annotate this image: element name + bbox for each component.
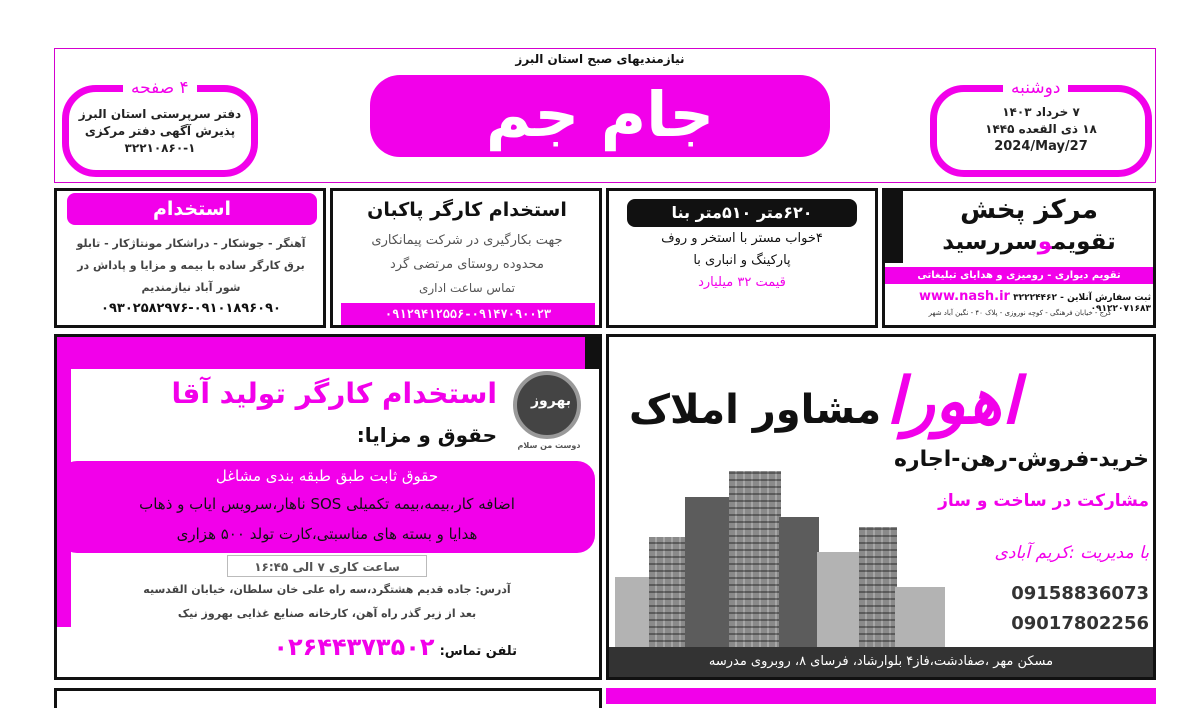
ad-nash-band: تقویم دیواری - رومیزی و هدایای تبلیغاتی	[885, 267, 1153, 284]
ad-nash-address: کرج - خیابان فرهنگی - کوچه نوروزی - پلاک ۴۰ - نگین آباد شهر	[928, 309, 1112, 317]
newspaper-logo: جام جم	[485, 78, 715, 151]
ad-factory-phone: ۰۲۶۴۴۳۷۳۵۰۲	[273, 633, 435, 661]
ad-nash-sarresid: سررسید	[942, 229, 1038, 255]
masthead-caption: نیازمندیهای صبح استان البرز	[515, 52, 685, 66]
ad-factory-subtitle: حقوق و مزایا:	[356, 423, 497, 447]
behrouz-logo-text: بهروز	[531, 393, 571, 409]
ad-realestate-partner: مشارکت در ساخت و ساز	[938, 491, 1149, 511]
ad-factory-phone-label: تلفن تماس:	[439, 644, 517, 659]
ad-nash-corner	[885, 191, 903, 263]
ad-factory-address-1: آدرس: جاده قدیم هشتگرد،سه راه علی خان سلطان، خیابان القدسیه	[143, 583, 511, 596]
ad-nash-taqvim: تقویم	[1052, 229, 1116, 255]
ad-apartment-line-1: ۴خواب مستر با استخر و روف	[661, 231, 823, 246]
ad-realestate	[606, 334, 1156, 680]
office-info-pill	[62, 78, 258, 177]
ad-paakban-phone: ۰۹۱۲۹۴۱۲۵۵۶-۰۹۱۴۷۰۹۰۰۲۳	[341, 303, 595, 325]
ad-nash-online: ثبت سفارش آنلاین	[1067, 293, 1151, 303]
ad-realestate-phone-1: 09158836073	[1011, 583, 1149, 604]
date-gregorian: 2024/May/27	[994, 139, 1088, 154]
ad-factory-hours: ساعت کاری ۷ الی ۱۶:۴۵	[227, 555, 427, 577]
ad-factory	[54, 334, 602, 680]
ad-estekhdam-title: استخدام	[67, 193, 317, 225]
ad-apartment-line-2: پارکینگ و انباری با	[693, 253, 791, 268]
ad-factory-benefit-2: اضافه کار،بیمه،بیمه تکمیلی SOS ناهار،سرویس ایاب و ذهاب	[139, 495, 515, 513]
ad-nash-va: و	[1037, 229, 1053, 255]
ad-paakban-line-3: تماس ساعت اداری	[418, 281, 516, 295]
ad-realestate-footer: مسکن مهر ،صفادشت،فاز۴ بلوارشاد، فرسای ۸، روبروی مدرسه	[609, 647, 1153, 677]
ad-factory-benefit-1: حقوق ثابت طبق طبقه بندی مشاغل	[215, 467, 439, 485]
ad-factory-corner	[585, 337, 599, 369]
ad-nash-web: www.nash.ir	[918, 289, 1010, 304]
ad-realestate-manager: با مدیریت :کریم آبادی	[994, 543, 1149, 563]
date-lunar: ۱۸ ذی القعده ۱۴۴۵	[985, 122, 1097, 136]
ad-realestate-title	[629, 365, 1149, 455]
weekday: دوشنبه	[1003, 78, 1068, 98]
ad-apartment-title: ۶۲۰متر ۵۱۰متر بنا	[627, 199, 857, 227]
ad-estekhdam-phone: ۰۹۳۰۲۵۸۲۹۷۶-۰۹۱۰۱۸۹۶۰۹۰	[101, 301, 281, 316]
ad-estekhdam-line-1: آهنگر - جوشکار - دراشکار مونتاژکار - تابلو	[76, 237, 306, 250]
ad-paakban-line-1: جهت بکارگیری در شرکت پیمانکاری	[371, 233, 563, 248]
ad-estekhdam-line-3: شور آباد نیازمندیم	[141, 281, 241, 294]
ad-realestate-services: خرید-فروش-رهن-اجاره	[893, 447, 1149, 472]
ad-factory-phone-row	[97, 633, 517, 663]
ad-factory-address-2: بعد از زیر گذر راه آهن، کارخانه صنایع غذایی بهروز نیک	[177, 607, 477, 620]
ad-realestate-moshaver: مشاور املاک	[629, 387, 882, 433]
office-line-2: پذیرش آگهی دفتر مرکزی	[84, 124, 236, 138]
ad-apartment-phone: ۰۹۱۲۷۳۰۰۷۰۳	[688, 301, 796, 322]
ad-realestate-phone-2: 09017802256	[1011, 613, 1149, 634]
page-count: ۴ صفحه	[123, 78, 197, 98]
ad-nash-phones: ۳۲۲۲۴۴۶۲ - ۰۹۱۲۲۰۷۱۶۸۳	[1013, 293, 1151, 314]
next-ad-right	[606, 688, 1156, 704]
city-skyline-illustration	[615, 467, 945, 647]
ad-apartment	[606, 188, 878, 328]
ad-nash-title-2	[905, 229, 1153, 255]
office-line-1: دفتر سرپرستی استان البرز	[78, 107, 242, 121]
date-solar: ۷ خرداد ۱۴۰۳	[1002, 105, 1080, 119]
ad-apartment-price: قیمت ۳۲ میلیارد	[698, 275, 786, 290]
ad-realestate-brand: اهورا	[886, 365, 1020, 439]
ad-estekhdam-line-2: برق کارگر ساده با بیمه و مزایا و پاداش در	[77, 259, 305, 272]
ad-factory-title: استخدام کارگر تولید آقا	[171, 377, 497, 410]
ad-paakban-line-2: محدوده روستای مرتضی گرد	[390, 257, 544, 272]
next-ad-left	[54, 688, 602, 708]
ad-factory-benefit-3: هدایا و بسته های مناسبتی،کارت تولد ۵۰۰ هزاری	[176, 525, 478, 543]
date-pill	[930, 78, 1152, 177]
ad-nash-title-1: مرکز پخش	[960, 195, 1098, 225]
ad-nash	[882, 188, 1156, 328]
behrouz-slogan: دوست من سلام	[517, 441, 581, 450]
office-phone: ۳۲۲۱۰۸۶۰-۱	[124, 141, 196, 155]
ad-paakban-title: استخدام کارگر پاکبان	[367, 199, 567, 221]
ad-estekhdam	[54, 188, 326, 328]
ad-paakban	[330, 188, 602, 328]
ad-factory-top-bar	[57, 337, 599, 369]
